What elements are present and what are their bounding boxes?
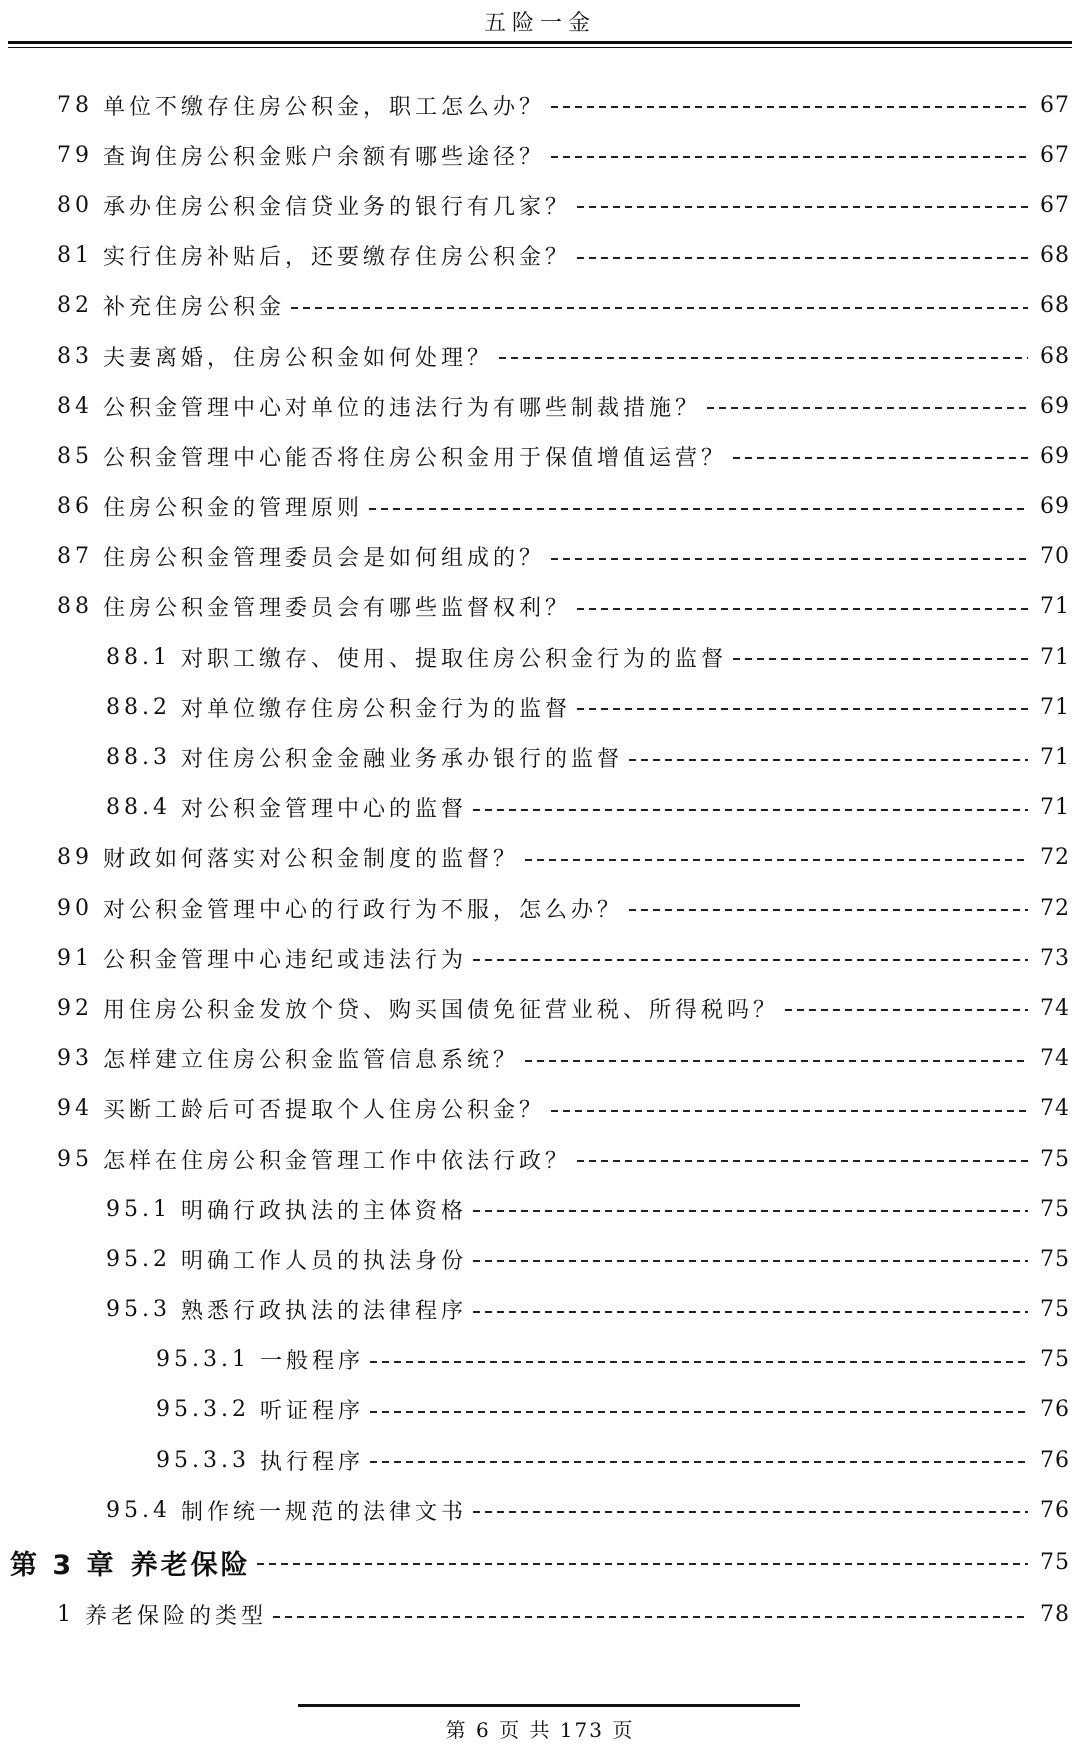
toc-entry-title: 用住房公积金发放个贷、购买国债免征营业税、所得税吗？ [103,997,780,1023]
dot-leader [577,206,1028,208]
toc-entry[interactable] [0,682,1080,732]
toc-entry-number: 88 [57,594,93,620]
dot-leader [473,959,1028,961]
toc-entry[interactable] [0,381,1080,431]
toc-entry-page: 73 [1040,945,1070,971]
page-number: 第 6 页 共 173 页 [445,1718,635,1742]
toc-entry-page: 75 [1040,1549,1070,1575]
toc-entry[interactable] [0,1184,1080,1234]
toc-entry-title: 住房公积金的管理原则 [103,496,364,522]
toc-entry-page: 71 [1040,644,1070,670]
toc-entry-page: 71 [1040,795,1070,821]
toc-entry-page: 69 [1040,393,1070,419]
toc-entry[interactable] [0,1435,1080,1485]
toc-entry-page: 75 [1040,1347,1070,1373]
toc-entry-number: 88.1 [106,644,171,670]
toc-entry[interactable] [0,1034,1080,1084]
toc-entry-title: 补充住房公积金 [103,295,286,321]
dot-leader [291,307,1028,309]
toc-entry-title: 一般程序 [259,1349,364,1375]
header-rule [8,41,1072,44]
toc-entry-page: 71 [1040,594,1070,620]
toc-entry[interactable] [0,1134,1080,1184]
toc-entry[interactable] [0,783,1080,833]
toc-entry-number: 95.3.2 [156,1397,250,1423]
toc-entry-title: 明确行政执法的主体资格 [180,1198,467,1224]
toc-entry-title: 实行住房补贴后，还要缴存住房公积金？ [103,245,572,271]
dot-leader [551,106,1028,108]
toc-entry-title: 承办住房公积金信贷业务的银行有几家？ [103,194,572,220]
toc-entry-title: 对职工缴存、使用、提取住房公积金行为的监督 [180,646,727,672]
dot-leader [707,407,1028,409]
dot-leader [525,859,1028,861]
toc-entry-number: 88.3 [106,745,171,771]
toc-entry-page: 74 [1040,995,1070,1021]
toc-entry[interactable] [0,1084,1080,1134]
toc-entry-title: 制作统一规范的法律文书 [180,1499,467,1525]
toc-entry-title: 对公积金管理中心的监督 [180,797,467,823]
dot-leader [785,1009,1028,1011]
toc-entry-title: 执行程序 [259,1449,364,1475]
toc-entry-number: 85 [57,443,93,469]
toc-entry[interactable] [0,1485,1080,1535]
dot-leader [577,608,1028,610]
dot-leader [370,1461,1028,1463]
toc-entry-number: 88.2 [106,694,171,720]
toc-entry[interactable] [0,833,1080,883]
toc-entry-page: 68 [1040,293,1070,319]
dot-leader [370,1361,1028,1363]
dot-leader [473,1210,1028,1212]
dot-leader [473,1511,1028,1513]
toc-entry-number: 84 [57,393,93,419]
dot-leader [273,1616,1028,1618]
toc-entry-title: 夫妻离婚，住房公积金如何处理？ [103,345,494,371]
toc-entry-title: 怎样建立住房公积金监管信息系统？ [103,1048,520,1074]
dot-leader [473,1311,1028,1313]
toc-entry-page: 76 [1040,1447,1070,1473]
dot-leader [577,708,1028,710]
dot-leader [733,457,1028,459]
toc-entry-page: 72 [1040,845,1070,871]
toc-entry-title: 住房公积金管理委员会有哪些监督权利？ [103,596,572,622]
toc-entry-title: 买断工龄后可否提取个人住房公积金？ [103,1098,546,1124]
toc-entry[interactable] [0,482,1080,532]
toc-entry-page: 68 [1040,343,1070,369]
toc-entry-page: 67 [1040,192,1070,218]
toc-entry-page: 78 [1040,1602,1070,1628]
toc-entry-title: 听证程序 [259,1399,364,1425]
page-footer [0,1700,1080,1746]
toc-entry[interactable] [0,983,1080,1033]
toc-entry-title: 对单位缴存住房公积金行为的监督 [180,696,571,722]
toc-entry-page: 67 [1040,92,1070,118]
dot-leader [551,1110,1028,1112]
toc-entry-number: 81 [57,243,93,269]
toc-entry-page: 72 [1040,895,1070,921]
dot-leader [577,1160,1028,1162]
toc-entry-page: 67 [1040,142,1070,168]
toc-entry-number: 86 [57,494,93,520]
toc-entry-title: 查询住房公积金账户余额有哪些途径？ [103,144,546,170]
toc-entry[interactable] [0,331,1080,381]
toc-entry-number: 95.3 [106,1297,171,1323]
toc-entry-number: 91 [57,945,93,971]
toc-entry-number: 89 [57,845,93,871]
dot-leader [551,156,1028,158]
toc-entry[interactable] [0,180,1080,230]
toc-entry[interactable] [0,532,1080,582]
toc-entry-page: 69 [1040,494,1070,520]
toc-entry-title: 明确工作人员的执法身份 [180,1248,467,1274]
footer-rule [298,1704,800,1707]
toc-entry-page: 75 [1040,1196,1070,1222]
toc-entry-title: 公积金管理中心能否将住房公积金用于保值增值运营？ [103,445,728,471]
toc-entry[interactable] [0,231,1080,281]
toc-entry[interactable] [0,582,1080,632]
dot-leader [473,809,1028,811]
toc-chapter-entry[interactable] [0,1535,1080,1589]
toc-entry-number: 第 3 章 [10,1549,117,1581]
dot-leader [629,909,1028,911]
toc-entry[interactable] [0,1285,1080,1335]
toc-entry-number: 79 [57,142,93,168]
toc-entry-page: 68 [1040,243,1070,269]
dot-leader [369,508,1028,510]
toc-entry-title: 对住房公积金金融业务承办银行的监督 [180,747,623,773]
toc-entry[interactable] [0,1335,1080,1385]
toc-entry[interactable] [0,1234,1080,1284]
toc-entry[interactable] [0,933,1080,983]
toc-entry-page: 69 [1040,443,1070,469]
toc-entry-number: 95.1 [106,1196,171,1222]
page-header [0,0,1080,50]
toc-entry-title: 养老保险 [130,1549,251,1581]
dot-leader [499,357,1028,359]
table-of-contents [0,80,1080,1640]
toc-entry-page: 75 [1040,1297,1070,1323]
toc-entry-page: 76 [1040,1397,1070,1423]
toc-entry[interactable] [0,732,1080,782]
toc-entry-title: 养老保险的类型 [85,1604,268,1630]
toc-entry-number: 1 [57,1602,75,1628]
toc-entry-title: 对公积金管理中心的行政行为不服，怎么办？ [103,897,624,923]
dot-leader [577,257,1028,259]
toc-entry-page: 74 [1040,1096,1070,1122]
header-rule-thin [8,47,1072,48]
dot-leader [370,1411,1028,1413]
toc-entry-page: 71 [1040,694,1070,720]
toc-entry-number: 78 [57,92,93,118]
toc-entry-page: 74 [1040,1046,1070,1072]
toc-entry-number: 88.4 [106,795,171,821]
dot-leader [473,1260,1028,1262]
toc-entry-title: 财政如何落实对公积金制度的监督？ [103,847,520,873]
toc-entry-number: 82 [57,293,93,319]
dot-leader [629,759,1028,761]
dot-leader [525,1060,1028,1062]
toc-entry-number: 95 [57,1146,93,1172]
toc-entry-title: 公积金管理中心对单位的违法行为有哪些制裁措施？ [103,395,702,421]
toc-entry[interactable] [0,130,1080,180]
toc-entry[interactable] [0,431,1080,481]
toc-entry-title: 公积金管理中心违纪或违法行为 [103,947,468,973]
toc-entry-page: 76 [1040,1497,1070,1523]
toc-entry-title: 单位不缴存住房公积金，职工怎么办？ [103,94,546,120]
toc-entry-title: 住房公积金管理委员会是如何组成的？ [103,546,546,572]
toc-entry-number: 95.3.1 [156,1347,250,1373]
toc-entry-page: 70 [1040,544,1070,570]
dot-leader [551,558,1028,560]
toc-entry[interactable] [0,1589,1080,1639]
toc-entry-number: 95.2 [106,1246,171,1272]
toc-entry[interactable] [0,632,1080,682]
toc-entry-number: 83 [57,343,93,369]
toc-entry-number: 95.3.3 [156,1447,250,1473]
toc-entry-number: 80 [57,192,93,218]
toc-entry-number: 92 [57,995,93,1021]
toc-entry-number: 90 [57,895,93,921]
toc-entry[interactable] [0,281,1080,331]
toc-entry-title: 熟悉行政执法的法律程序 [180,1299,467,1325]
toc-entry-page: 75 [1040,1146,1070,1172]
dot-leader [733,658,1028,660]
toc-entry-number: 87 [57,544,93,570]
toc-entry[interactable] [0,80,1080,130]
toc-entry[interactable] [0,1385,1080,1435]
dot-leader [257,1563,1028,1565]
header-title: 五险一金 [483,11,596,36]
toc-entry-page: 75 [1040,1246,1070,1272]
toc-entry-number: 93 [57,1046,93,1072]
toc-entry-page: 71 [1040,745,1070,771]
toc-entry-number: 94 [57,1096,93,1122]
toc-entry-number: 95.4 [106,1497,171,1523]
toc-entry[interactable] [0,883,1080,933]
toc-entry-title: 怎样在住房公积金管理工作中依法行政？ [103,1148,572,1174]
